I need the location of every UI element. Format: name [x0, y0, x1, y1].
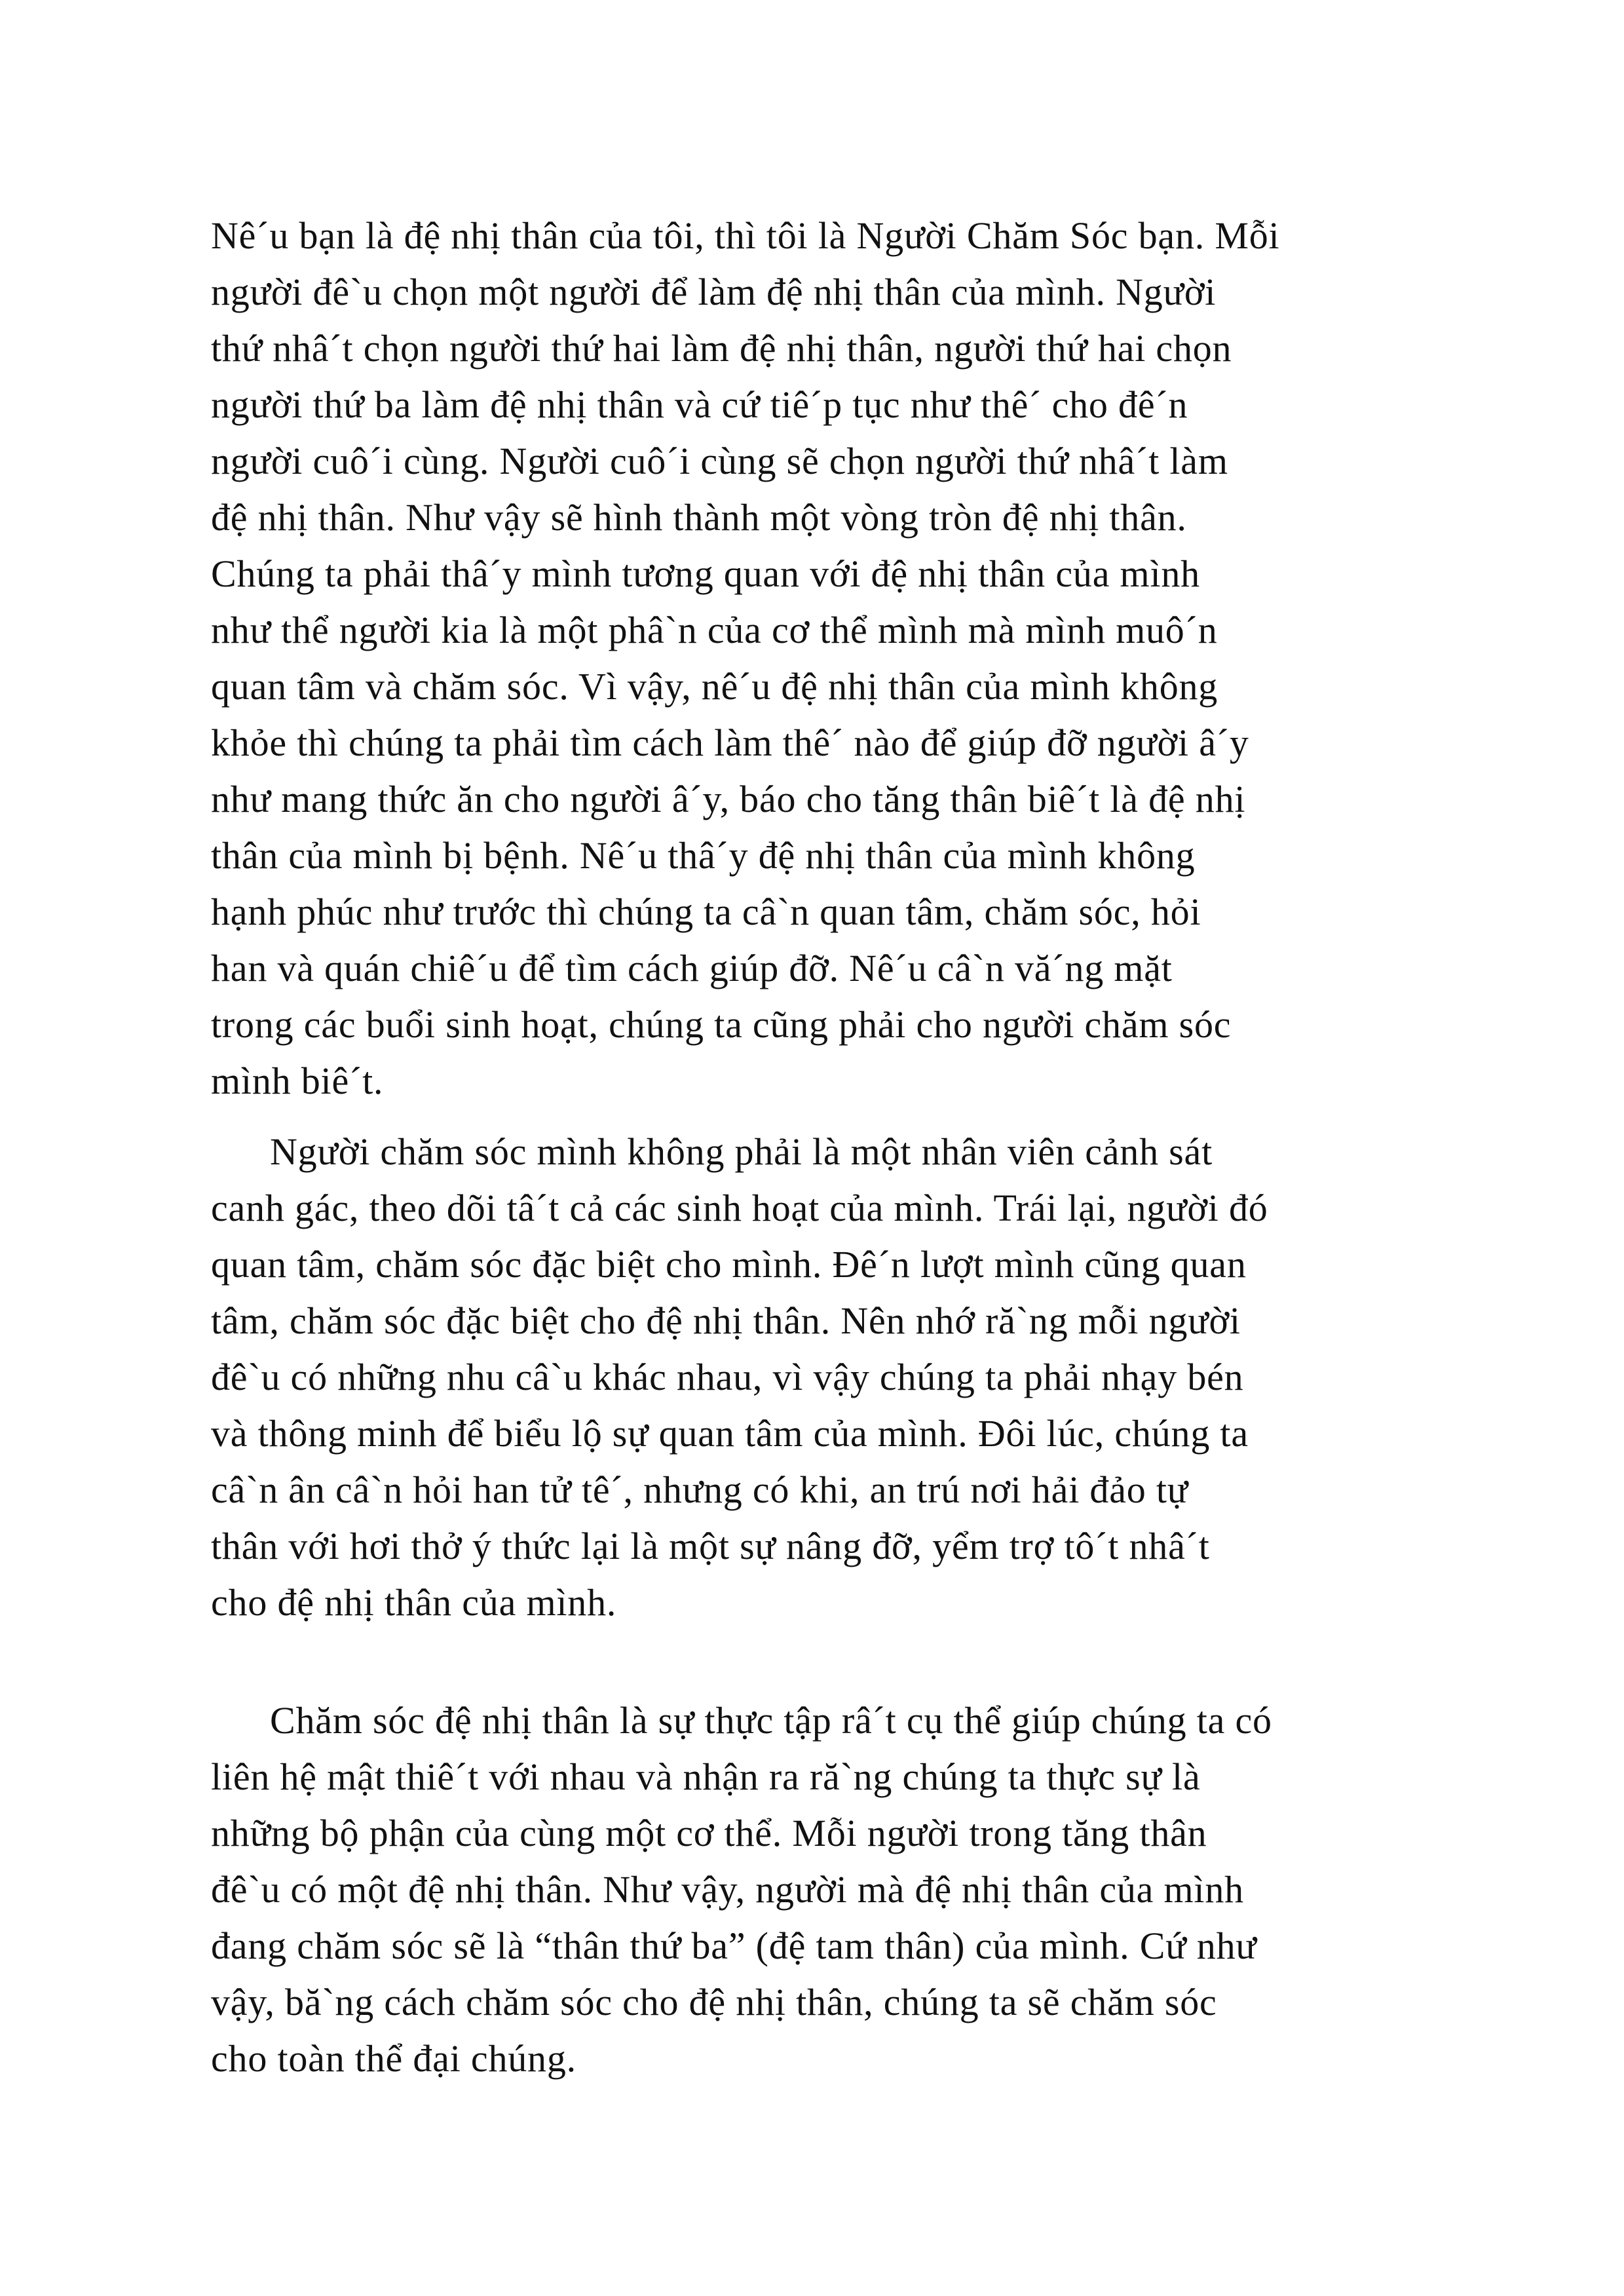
text-line: và thông minh để biểu lộ sự quan tâm của mình. Đôi lúc, chúng ta	[211, 1412, 1249, 1455]
paragraph-3	[211, 1693, 1443, 2087]
text-line: đê`u có những nhu câ`u khác nhau, vì vậy chúng ta phải nhạy bén	[211, 1356, 1244, 1398]
text-line: Chúng ta phải thâ´y mình tương quan với đệ nhị thân của mình	[211, 552, 1200, 595]
text-line: người đê`u chọn một người để làm đệ nhị thân của mình. Người	[211, 271, 1217, 313]
text-line: khỏe thì chúng ta phải tìm cách làm thê´ nào để giúp đỡ người â´y	[211, 721, 1249, 764]
paragraph-1	[211, 208, 1443, 1109]
text-line: vậy, bă`ng cách chăm sóc cho đệ nhị thân, chúng ta sẽ chăm sóc	[211, 1981, 1217, 2023]
text-line: đê`u có một đệ nhị thân. Như vậy, người mà đệ nhị thân của mình	[211, 1868, 1244, 1911]
text-line: đệ nhị thân. Như vậy sẽ hình thành một vòng tròn đệ nhị thân.	[211, 496, 1187, 539]
text-line: hạnh phúc như trước thì chúng ta câ`n quan tâm, chăm sóc, hỏi	[211, 890, 1201, 933]
text-line: thân với hơi thở ý thức lại là một sự nâng đỡ, yểm trợ tô´t nhâ´t	[211, 1525, 1210, 1567]
text-line: canh gác, theo dõi tâ´t cả các sinh hoạt của mình. Trái lại, người đó	[211, 1187, 1268, 1229]
text-line: như thể người kia là một phâ`n của cơ thể mình mà mình muô´n	[211, 609, 1218, 651]
text-line: người thứ ba làm đệ nhị thân và cứ tiê´p tục như thê´ cho đê´n	[211, 383, 1188, 426]
text-line: cho đệ nhị thân của mình.	[211, 1581, 617, 1624]
text-line: quan tâm và chăm sóc. Vì vậy, nê´u đệ nhị thân của mình không	[211, 665, 1218, 708]
paragraph-2	[211, 1124, 1443, 1631]
text-line: cho toàn thể đại chúng.	[211, 2037, 576, 2080]
text-line: người cuô´i cùng. Người cuô´i cùng sẽ chọn người thứ nhâ´t làm	[211, 440, 1228, 482]
text-line: mình biê´t.	[211, 1060, 384, 1102]
text-line: tâm, chăm sóc đặc biệt cho đệ nhị thân. Nên nhớ ră`ng mỗi người	[211, 1299, 1241, 1342]
text-line: những bộ phận của cùng một cơ thể. Mỗi người trong tăng thân	[211, 1812, 1207, 1854]
text-line: han và quán chiê´u để tìm cách giúp đỡ. Nê´u câ`n vă´ng mặt	[211, 947, 1173, 989]
text-line: thứ nhâ´t chọn người thứ hai làm đệ nhị thân, người thứ hai chọn	[211, 327, 1232, 370]
text-line: Chăm sóc đệ nhị thân là sự thực tập râ´t cụ thể giúp chúng ta có	[270, 1699, 1272, 1742]
text-line: liên hệ mật thiê´t với nhau và nhận ra ră`ng chúng ta thực sự là	[211, 1755, 1201, 1798]
text-line: Người chăm sóc mình không phải là một nhân viên cảnh sát	[270, 1130, 1213, 1173]
text-line: quan tâm, chăm sóc đặc biệt cho mình. Đê´n lượt mình cũng quan	[211, 1243, 1247, 1286]
text-line: Nê´u bạn là đệ nhị thân của tôi, thì tôi là Người Chăm Sóc bạn. Mỗi	[211, 214, 1280, 257]
text-line: câ`n ân câ`n hỏi han tử tê´, nhưng có khi, an trú nơi hải đảo tự	[211, 1468, 1189, 1511]
text-line: như mang thức ăn cho người â´y, báo cho tăng thân biê´t là đệ nhị	[211, 778, 1246, 820]
text-line: trong các buổi sinh hoạt, chúng ta cũng phải cho người chăm sóc	[211, 1003, 1232, 1046]
text-line: thân của mình bị bệnh. Nê´u thâ´y đệ nhị thân của mình không	[211, 834, 1196, 877]
text-line: đang chăm sóc sẽ là “thân thứ ba” (đệ tam thân) của mình. Cứ như	[211, 1924, 1257, 1967]
